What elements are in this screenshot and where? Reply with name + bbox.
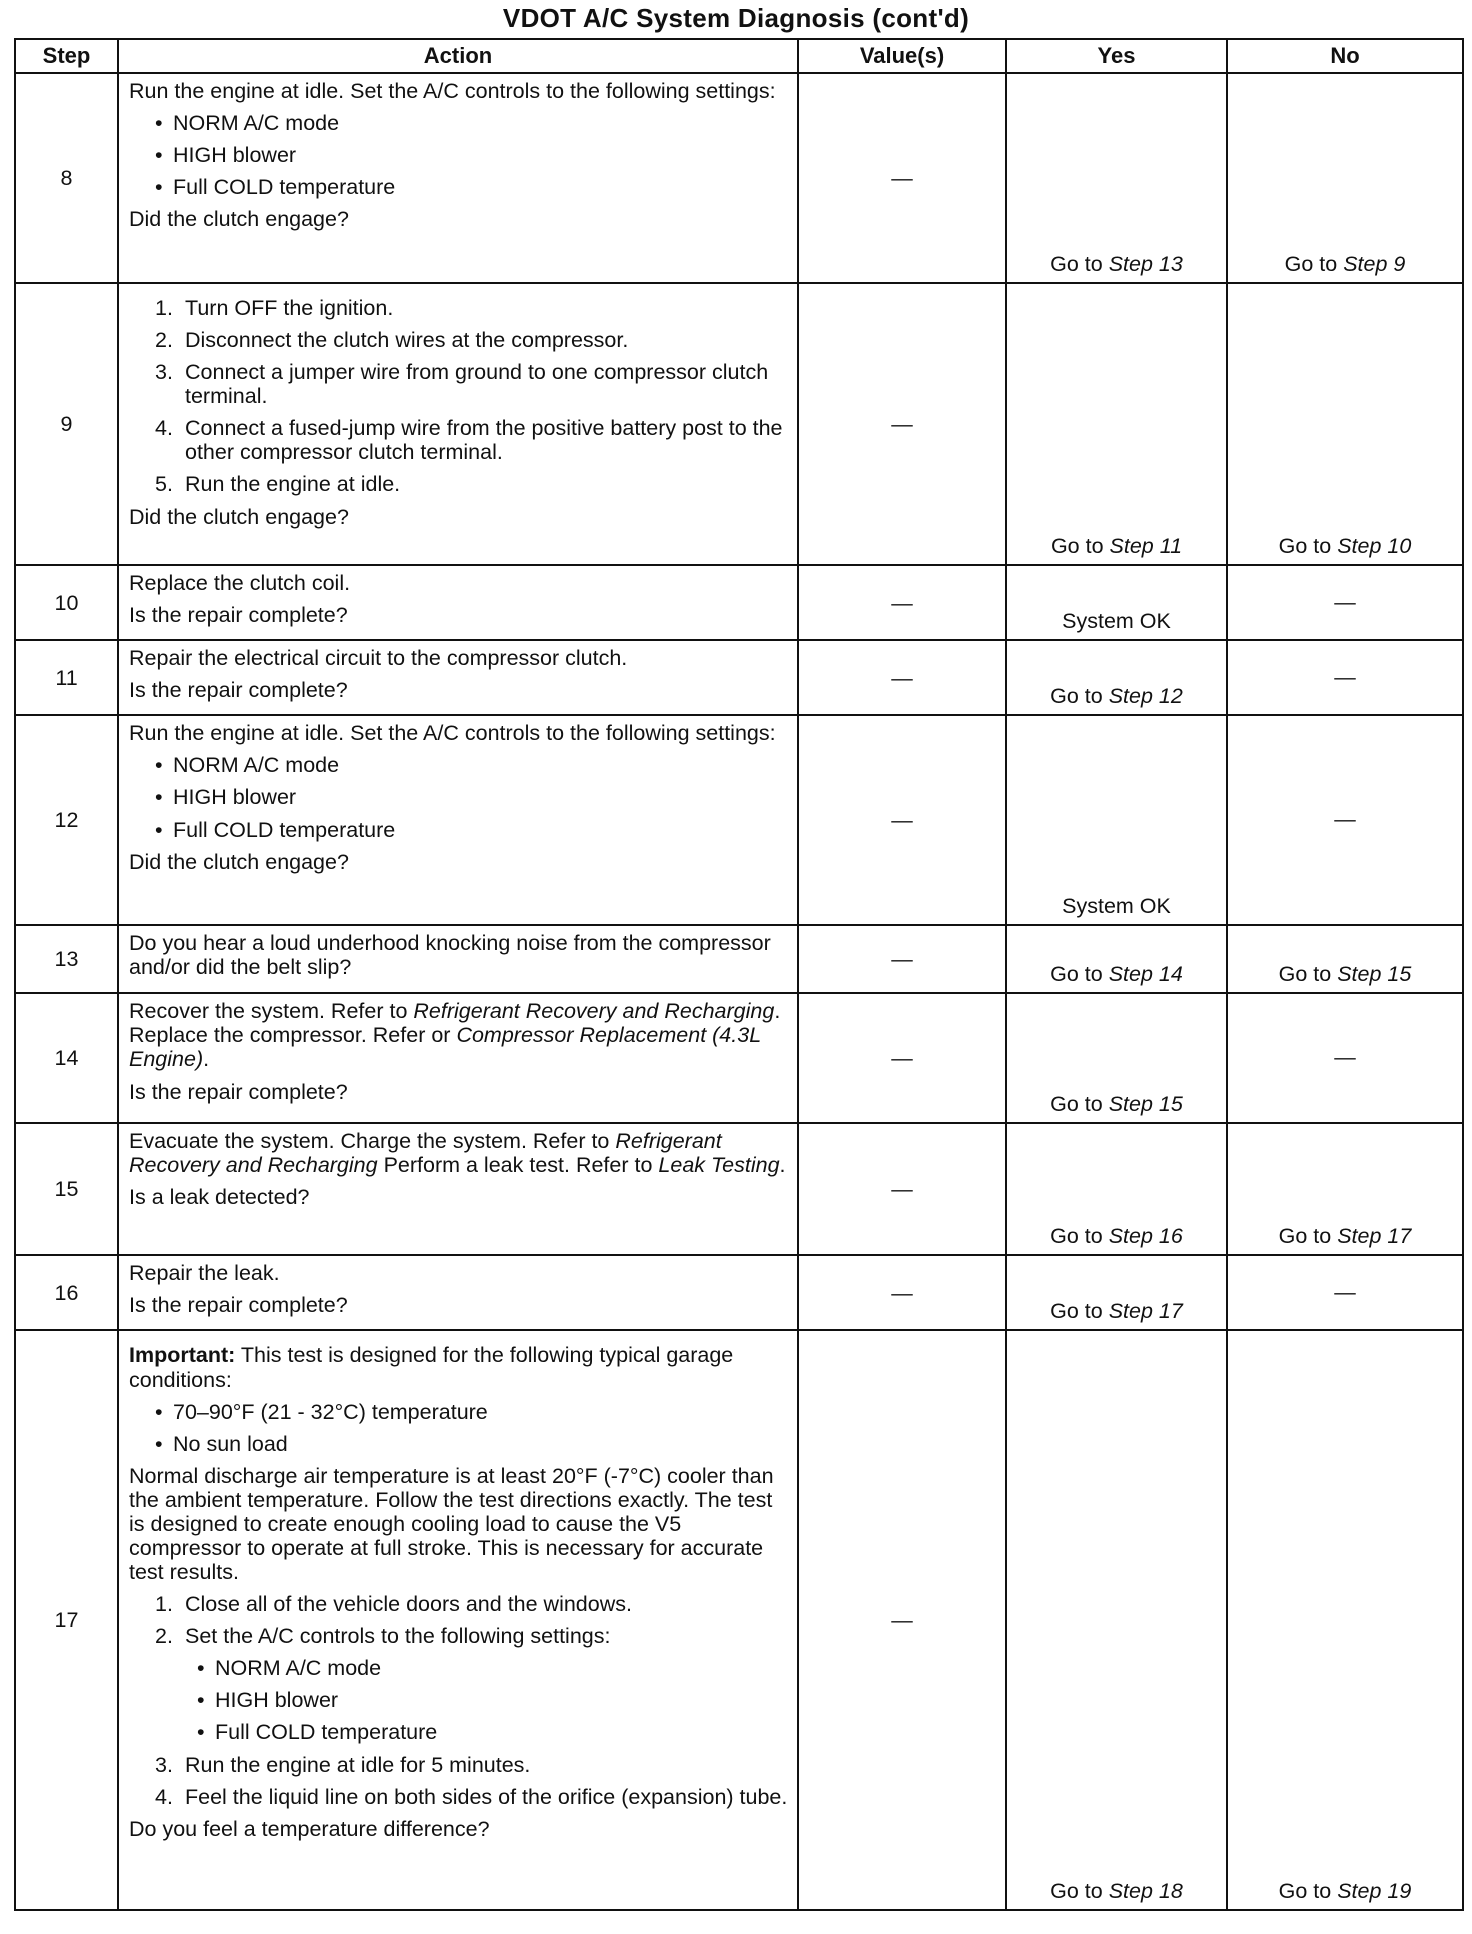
step-number: 15 — [15, 1123, 118, 1255]
list-item: 4. Connect a fused-jump wire from the positive battery post to the other compressor clutch terminal. — [129, 416, 789, 464]
yes-link[interactable]: Go to Step 14 — [1050, 962, 1183, 987]
list-item: • 70–90°F (21 - 32°C) temperature — [129, 1400, 789, 1424]
action-text: Run the engine at idle. Set the A/C controls to the following settings: — [129, 79, 776, 103]
dash: — — [1334, 589, 1356, 614]
dash: — — [891, 947, 913, 972]
yes-link[interactable]: Go to Step 13 — [1050, 251, 1183, 276]
list-item: 5. Run the engine at idle. — [129, 472, 789, 496]
no-cell — [1227, 1123, 1463, 1255]
header-action: Action — [118, 39, 798, 73]
value-cell — [798, 1123, 1006, 1255]
page-title: VDOT A/C System Diagnosis (cont'd) — [502, 3, 970, 33]
table-row — [15, 1330, 1463, 1910]
table-row — [15, 565, 1463, 640]
table-row — [15, 925, 1463, 993]
list-item: • HIGH blower — [129, 1688, 789, 1712]
action-cell — [118, 715, 798, 925]
list-item: 2. Set the A/C controls to the following settings: — [129, 1624, 789, 1648]
dash: — — [891, 590, 913, 615]
header-no: No — [1227, 39, 1463, 73]
action-cell — [118, 1255, 798, 1330]
action-text: Repair the leak. — [129, 1261, 280, 1286]
value-cell — [798, 925, 1006, 993]
list-item: 3. Connect a jumper wire from ground to one compressor clutch terminal. — [129, 360, 789, 408]
step-number: 10 — [15, 565, 118, 640]
no-cell — [1227, 993, 1463, 1123]
question-text: Is the repair complete? — [129, 1079, 348, 1104]
yes-cell — [1006, 1330, 1227, 1910]
dash: — — [891, 665, 913, 690]
no-link[interactable]: Go to Step 19 — [1278, 1879, 1412, 1904]
reference-link[interactable]: Refrigerant Recovery and Recharging — [129, 1129, 722, 1178]
no-cell — [1227, 1330, 1463, 1910]
value-cell — [798, 715, 1006, 925]
yes-cell — [1006, 925, 1227, 993]
table-row — [15, 993, 1463, 1123]
no-link[interactable]: Go to Step 17 — [1278, 1224, 1412, 1249]
question-text: Did the clutch engage? — [129, 504, 349, 529]
question-text: Did the clutch engage? — [129, 207, 349, 232]
yes-link[interactable]: Go to Step 18 — [1050, 1879, 1183, 1904]
step-number: 12 — [15, 715, 118, 925]
dash: — — [891, 1608, 913, 1633]
yes-cell — [1006, 1255, 1227, 1330]
yes-link[interactable]: Go to Step 16 — [1050, 1224, 1183, 1249]
list-item: • Full COLD temperature — [129, 1720, 789, 1744]
yes-cell — [1006, 993, 1227, 1123]
list-item: • Full COLD temperature — [129, 818, 789, 842]
numbered-list — [129, 296, 789, 497]
no-cell — [1227, 640, 1463, 715]
table-row — [15, 73, 1463, 283]
step-number: 14 — [15, 993, 118, 1123]
sub-bullet-list — [129, 1656, 789, 1744]
action-text: Evacuate the system. Charge the system. Refer to Refrigerant Recovery and Recharging Perform a leak test. Refer to Leak Testing. — [129, 1129, 786, 1178]
list-item: • HIGH blower — [129, 785, 789, 809]
action-text: Recover the system. Refer to Refrigerant Recovery and Recharging. Replace the compressor. Refer or Compressor Replacement (4.3L Engine). — [129, 999, 781, 1072]
table-row — [15, 283, 1463, 565]
question-text: Is the repair complete? — [129, 603, 348, 628]
action-text: Normal discharge air temperature is at least 20°F (-7°C) cooler than the ambient temperature. Follow the test directions exactly. The test is designed to create enough cooling load to cause the V5 compressor to operate at full stroke. This is necessary for accurate test results. — [129, 1463, 774, 1585]
yes-result: System OK — [1062, 609, 1171, 634]
header-yes: Yes — [1006, 39, 1227, 73]
action-text: Run the engine at idle. Set the A/C controls to the following settings: — [129, 721, 776, 746]
header-step: Step — [15, 39, 118, 73]
action-text: Replace the clutch coil. — [129, 571, 351, 595]
action-cell — [118, 993, 798, 1123]
question-text: Do you hear a loud underhood knocking noise from the compressor and/or did the belt slip? — [129, 931, 771, 980]
action-cell — [118, 640, 798, 715]
dash: — — [1334, 807, 1356, 832]
diagnosis-table — [14, 38, 1464, 1911]
value-cell — [798, 993, 1006, 1123]
step-number: 8 — [15, 73, 118, 283]
important-note: Important: This test is designed for the following typical garage conditions: — [129, 1343, 734, 1392]
no-cell — [1227, 715, 1463, 925]
action-cell — [118, 283, 798, 565]
action-cell — [118, 73, 798, 283]
list-item: • NORM A/C mode — [129, 1656, 789, 1680]
action-text: Repair the electrical circuit to the compressor clutch. — [129, 646, 628, 671]
no-cell — [1227, 925, 1463, 993]
list-item: • HIGH blower — [129, 143, 789, 167]
header-row — [15, 39, 1463, 73]
yes-cell — [1006, 715, 1227, 925]
yes-cell — [1006, 283, 1227, 565]
no-cell — [1227, 73, 1463, 283]
no-link[interactable]: Go to Step 15 — [1278, 962, 1412, 987]
question-text: Did the clutch engage? — [129, 849, 349, 874]
dash: — — [1334, 1045, 1356, 1070]
list-item: • NORM A/C mode — [129, 753, 789, 777]
table-row — [15, 640, 1463, 715]
dash: — — [891, 808, 913, 833]
yes-cell — [1006, 73, 1227, 283]
no-cell — [1227, 565, 1463, 640]
list-item: • Full COLD temperature — [129, 175, 789, 199]
header-values: Value(s) — [798, 39, 1006, 73]
question-text: Do you feel a temperature difference? — [129, 1816, 490, 1841]
dash: — — [891, 1177, 913, 1202]
list-item: 1. Turn OFF the ignition. — [129, 296, 789, 320]
yes-result: System OK — [1062, 894, 1171, 919]
value-cell — [798, 565, 1006, 640]
value-cell — [798, 1330, 1006, 1910]
dash: — — [1334, 664, 1356, 689]
table-row — [15, 1123, 1463, 1255]
no-link[interactable]: Go to Step 10 — [1278, 533, 1412, 558]
action-cell — [118, 925, 798, 993]
bullet-list — [129, 1400, 789, 1456]
yes-cell — [1006, 640, 1227, 715]
yes-link[interactable]: Go to Step 11 — [1050, 533, 1183, 558]
bullet-list — [129, 111, 789, 199]
reference-link[interactable]: Compressor Replacement (4.3L Engine) — [129, 1023, 761, 1072]
action-cell — [118, 1330, 798, 1910]
list-item: • NORM A/C mode — [129, 111, 789, 135]
no-link[interactable]: Go to Step 9 — [1284, 251, 1406, 276]
bullet-list — [129, 753, 789, 841]
dash: — — [891, 1280, 913, 1305]
step-number: 9 — [15, 283, 118, 565]
value-cell — [798, 73, 1006, 283]
action-cell — [118, 1123, 798, 1255]
step-number: 13 — [15, 925, 118, 993]
table-row — [15, 1255, 1463, 1330]
step-number: 16 — [15, 1255, 118, 1330]
reference-link[interactable]: Leak Testing — [658, 1153, 780, 1178]
dash: — — [891, 411, 913, 436]
list-item: 4. Feel the liquid line on both sides of the orifice (expansion) tube. — [129, 1785, 789, 1809]
no-cell — [1227, 1255, 1463, 1330]
numbered-list — [129, 1592, 789, 1648]
yes-link[interactable]: Go to Step 12 — [1050, 684, 1183, 709]
numbered-list — [129, 1753, 789, 1809]
yes-link[interactable]: Go to Step 17 — [1050, 1299, 1183, 1324]
step-number: 11 — [15, 640, 118, 715]
list-item: 2. Disconnect the clutch wires at the compressor. — [129, 328, 789, 352]
table-row — [15, 715, 1463, 925]
question-text: Is a leak detected? — [129, 1185, 310, 1210]
yes-link[interactable]: Go to Step 15 — [1050, 1092, 1183, 1117]
dash: — — [1334, 1279, 1356, 1304]
question-text: Is the repair complete? — [129, 678, 348, 703]
value-cell — [798, 1255, 1006, 1330]
reference-link[interactable]: Refrigerant Recovery and Recharging — [413, 999, 775, 1024]
no-cell — [1227, 283, 1463, 565]
yes-cell — [1006, 565, 1227, 640]
value-cell — [798, 283, 1006, 565]
value-cell — [798, 640, 1006, 715]
step-number: 17 — [15, 1330, 118, 1910]
dash: — — [891, 165, 913, 190]
list-item: 1. Close all of the vehicle doors and the windows. — [129, 1592, 789, 1616]
list-item: 3. Run the engine at idle for 5 minutes. — [129, 1753, 789, 1777]
question-text: Is the repair complete? — [129, 1293, 348, 1318]
yes-cell — [1006, 1123, 1227, 1255]
dash: — — [891, 1046, 913, 1071]
list-item: • No sun load — [129, 1432, 789, 1456]
action-cell — [118, 565, 798, 640]
